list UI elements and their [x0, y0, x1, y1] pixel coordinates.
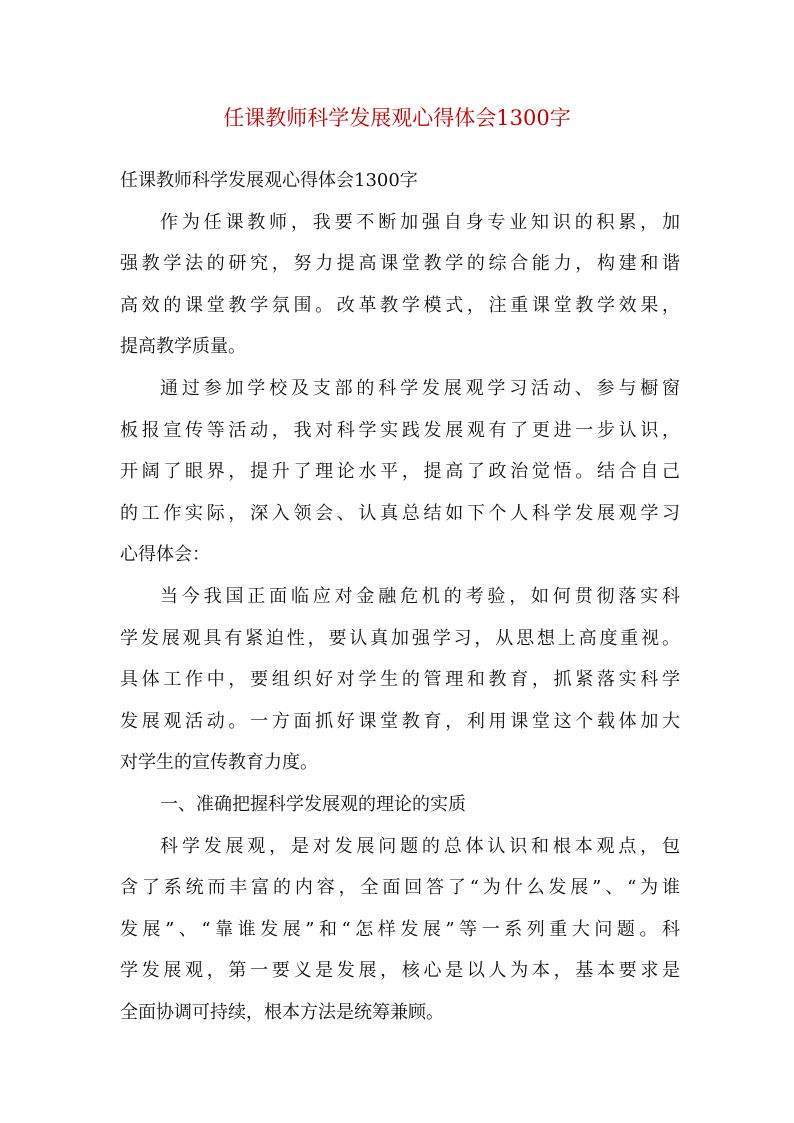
body-line: 板报宣传等活动，我对科学实践发展观有了更进一步认识，	[120, 419, 680, 441]
body-line: 学发展观具有紧迫性，要认真加强学习，从思想上高度重视。	[120, 627, 680, 649]
body-line: 发展”、“靠谁发展”和“怎样发展”等一系列重大问题。科	[120, 918, 680, 940]
body-line: 全面协调可持续，根本方法是统筹兼顾。	[120, 1001, 444, 1023]
body-line: 提高教学质量。	[120, 336, 246, 358]
body-line: 具体工作中，要组织好对学生的管理和教育，抓紧落实科学	[120, 669, 680, 691]
body-line: 含了系统而丰富的内容，全面回答了“为什么发展”、“为谁	[120, 877, 680, 899]
body-line: 高效的课堂教学氛围。改革教学模式，注重课堂教学效果，	[120, 294, 680, 316]
body-line: 任课教师科学发展观心得体会1300字	[120, 170, 418, 191]
body-line: 学发展观，第一要义是发展，核心是以人为本，基本要求是	[120, 960, 680, 982]
body-line: 当今我国正面临应对金融危机的考验，如何贯彻落实科	[160, 585, 680, 607]
section-heading: 一、准确把握科学发展观的理论的实质	[160, 793, 466, 815]
body-line: 对学生的宣传教育力度。	[120, 752, 318, 774]
body-line: 的工作实际，深入领会、认真总结如下个人科学发展观学习	[120, 502, 680, 524]
body-line: 强教学法的研究，努力提高课堂教学的综合能力，构建和谐	[120, 253, 680, 275]
body-line: 作为任课教师，我要不断加强自身专业知识的积累，加	[160, 211, 680, 233]
body-line: 心得体会：	[120, 544, 210, 566]
body-line: 通过参加学校及支部的科学发展观学习活动、参与橱窗	[160, 377, 680, 399]
body-line: 发展观活动。一方面抓好课堂教育，利用课堂这个载体加大	[120, 710, 680, 732]
body-line: 科学发展观，是对发展问题的总体认识和根本观点，包	[160, 835, 680, 857]
document-body	[120, 160, 680, 1033]
body-line: 开阔了眼界，提升了理论水平，提高了政治觉悟。结合自己	[120, 461, 680, 483]
document-title: 任课教师科学发展观心得体会1300字	[223, 106, 571, 130]
